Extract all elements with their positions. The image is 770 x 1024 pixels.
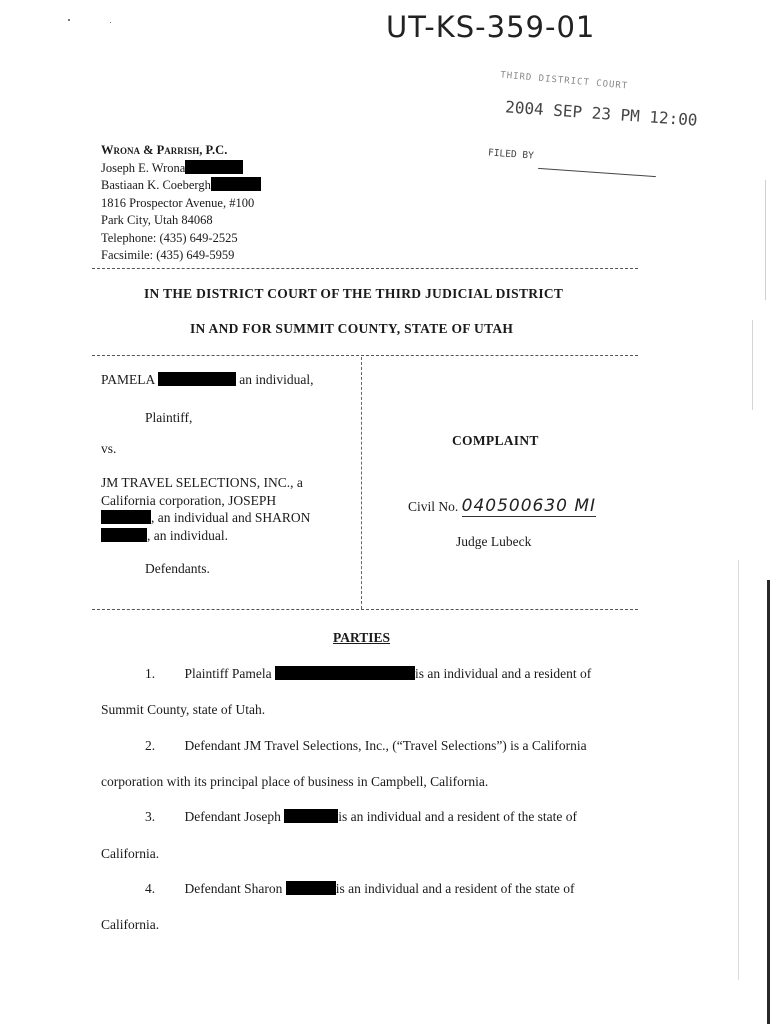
redaction-bar [211, 177, 261, 191]
plaintiff-label: Plaintiff, [145, 410, 193, 425]
paragraph-number: 4. [145, 881, 156, 896]
paragraph-3-line-1: 3. Defendant Joseph is an individual and a resident of the state of [145, 809, 578, 824]
paragraph-2-line-2: corporation with its principal place of business in Campbell, California. [101, 774, 489, 789]
court-heading-line-1: IN THE DISTRICT COURT OF THE THIRD JUDICIAL DISTRICT [144, 286, 564, 301]
caption-top-rule [92, 355, 638, 356]
scan-edge-mark [738, 560, 739, 980]
redaction-bar [275, 666, 415, 680]
telephone: Telephone: (435) 649-2525 [101, 230, 238, 245]
redaction-bar [101, 528, 147, 542]
stamp-filed-by: FILED BY [487, 147, 535, 162]
defendant-block [101, 474, 310, 544]
paragraph-4-line-2: California. [101, 917, 160, 932]
attorney-block [101, 142, 261, 265]
handwritten-case-number: UT-KS-359-01 [386, 10, 596, 44]
paragraph-2-line-1: 2. Defendant JM Travel Selections, Inc., (“Travel Selections”) is a California [145, 738, 587, 753]
facsimile: Facsimile: (435) 649-5959 [101, 248, 235, 262]
versus: vs. [101, 441, 117, 456]
section-heading: PARTIES [333, 630, 391, 645]
stamp-filed-by-line [538, 168, 656, 177]
defendant-line-3: , an individual and SHARON [101, 509, 310, 527]
firm-name: Wrona & Parrish, P.C. [101, 143, 228, 157]
civil-number: Civil No. 040500630 MI [408, 496, 597, 516]
stamp-court: THIRD DISTRICT COURT [499, 70, 629, 92]
attorney-name-2: Bastiaan K. Coebergh [101, 177, 261, 195]
paragraph-number: 3. [145, 809, 156, 824]
defendant-label: Defendants. [145, 561, 210, 576]
scan-speck [110, 22, 111, 23]
scan-edge-mark [752, 320, 753, 410]
civil-number-handwritten: 040500630 MI [461, 496, 597, 516]
plaintiff-line: PAMELA an individual, [101, 372, 314, 387]
paragraph-3-line-2: California. [101, 846, 160, 861]
scan-edge-mark [765, 180, 766, 300]
defendant-line-1: JM TRAVEL SELECTIONS, INC., a [101, 475, 303, 490]
defendant-line-4: , an individual. [101, 527, 310, 545]
stamp-date: 2004 SEP 23 PM 12:00 [504, 97, 699, 130]
redaction-bar [101, 510, 151, 524]
judge-name: Judge Lubeck [456, 534, 532, 549]
paragraph-number: 2. [145, 738, 156, 753]
caption-divider [361, 357, 362, 609]
address-line-2: Park City, Utah 84068 [101, 213, 213, 227]
divider [92, 268, 638, 269]
attorney-name-1: Joseph E. Wrona [101, 160, 261, 178]
address-line-1: 1816 Prospector Avenue, #100 [101, 195, 255, 210]
redaction-bar [286, 881, 336, 895]
redaction-bar [185, 160, 243, 174]
caption-bottom-rule [92, 609, 638, 610]
paragraph-number: 1. [145, 666, 156, 681]
defendant-line-2: California corporation, JOSEPH [101, 492, 277, 508]
paragraph-4-line-1: 4. Defendant Sharon is an individual and a resident of the state of [145, 881, 575, 896]
redaction-bar [284, 809, 338, 823]
paragraph-1-line-2: Summit County, state of Utah. [101, 702, 266, 717]
paragraph-1-line-1: 1. Plaintiff Pamela is an individual and a resident of [145, 666, 592, 681]
document-title: COMPLAINT [452, 433, 539, 448]
court-heading-line-2: IN AND FOR SUMMIT COUNTY, STATE OF UTAH [190, 321, 514, 336]
scan-speck [68, 19, 70, 21]
redaction-bar [158, 372, 236, 386]
